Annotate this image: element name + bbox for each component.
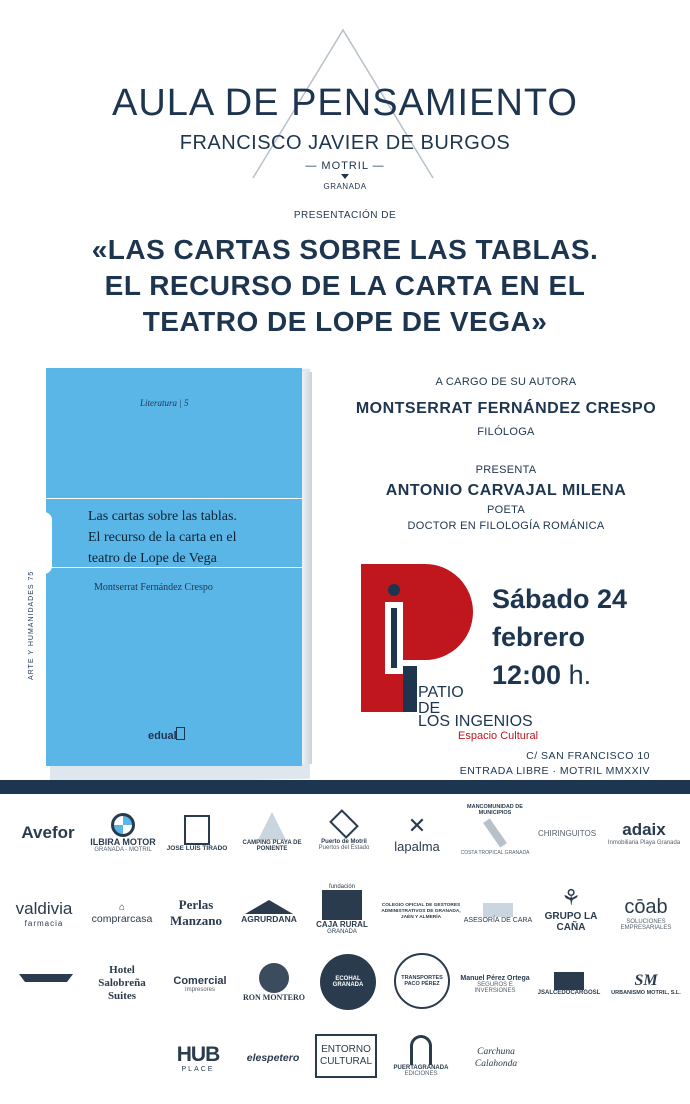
sponsor-logo: Hotel Salobreña Suites [98,963,146,1002]
sponsor-logo: ✕ lapalma [394,812,440,854]
bmw-icon [111,813,135,837]
book-title-line: El recurso de la carta en el [88,530,237,545]
sailboat-icon [258,812,286,840]
sponsor-logo: SM URBANISMO MOTRIL, S.L. [611,972,681,996]
event-day: Sábado 24 [492,584,628,614]
sponsor-logo: ⚘ GRUPO LA CAÑA [544,885,598,933]
presenter-role: POETA [487,504,525,516]
sponsor-logo: ASESORÍA DE CARA [462,888,534,938]
venue-address: C/ SAN FRANCISCO 10 [526,750,650,762]
book-spine-label: ARTE Y HUMANIDADES 75 [28,570,35,680]
house-icon: ⌂ [118,901,126,913]
event-title [0,232,690,340]
header-motril: — MOTRIL — [305,160,385,172]
presentation-intro: PRESENTACIÓN DE [293,210,397,221]
book-author: Montserrat Fernández Crespo [94,582,213,593]
sponsor-logo: CHIRINGUITOS [537,828,597,838]
header-granada: GRANADA [323,182,367,191]
sponsor-logo: JSALCEDOCARGOSL [532,960,606,1008]
arch-icon [410,1035,432,1065]
ecohal-seal: ECOHAL GRANADA [320,954,376,1010]
book-title-line: teatro de Lope de Vega [88,551,217,566]
event-title-line: EL RECURSO DE LA CARTA EN EL [104,270,586,301]
globe-icon: TRANSPORTES PACO PÉREZ [394,953,450,1009]
sponsor-logo: JOSE LUIS TIRADO [158,806,236,860]
sponsor-logo: fundación CAJA RURAL GRANADA [316,883,368,935]
book-title [88,506,237,569]
sponsor-logo: ⌂ comprarcasa [91,901,153,925]
event-time [492,660,591,691]
event-title-line: «LAS CARTAS SOBRE LAS TABLAS. [91,234,599,265]
sponsor-logo: Carchuna Calahonda [474,1047,518,1069]
sponsor-logo [8,960,84,1004]
port-icon [329,809,359,839]
sponsor-logo: Comercial Impresores [173,975,227,993]
sponsor-logo: Avefor [21,823,75,842]
wheat-icon [322,890,362,920]
sponsor-logo [312,950,384,1014]
sponsor-logo: HUB PLACE [176,1042,220,1073]
sponsor-logo: PUERTAGRANADA EDICIONES [386,1026,456,1086]
bird-icon: ✕ [407,812,427,838]
arrow-down-icon [341,174,349,179]
author-role: FILÓLOGA [477,426,535,438]
event-month: febrero [492,622,586,652]
sponsor-logo: cōab SOLUCIONES EMPRESARIALES [620,895,672,931]
crest-icon [259,963,289,993]
sponsor-logo: valdivia farmacia [15,898,73,928]
presenter-name: ANTONIO CARVAJAL MILENA [385,482,627,499]
divider-band [0,780,690,794]
book-icon [176,727,185,740]
author-name: MONTSERRAT FERNÁNDEZ CRESPO [355,400,657,417]
sponsor-logo: CAMPING PLAYA DE PONIENTE [236,804,308,860]
venue-tagline: Espacio Cultural [458,730,539,742]
building-icon [19,974,73,990]
entorno-cultural-box: ENTORNO CULTURAL [315,1034,377,1078]
author-intro: A CARGO DE SU AUTORA [435,376,577,388]
slash-icon [483,818,507,847]
entry-info: ENTRADA LIBRE · MOTRIL MMXXIV [459,765,650,777]
sponsor-logo: COLEGIO OFICIAL DE GESTORES ADMINISTRATIVOS DE GRANADA, JAÉN Y ALMERÍA [381,903,461,920]
venue-name-line3: LOS INGENIOS [418,713,533,730]
roof-icon [245,900,293,914]
sponsor-logo: elespetero [246,1052,300,1064]
presenter-role: DOCTOR EN FILOLOGÍA ROMÁNICA [407,520,605,532]
publisher-logo: edual [148,730,177,742]
event-time-suffix: h. [568,660,592,690]
event-time-value: 12:00 [492,660,562,690]
sponsor-logo: MANCOMUNIDAD DE MUNICIPIOS COSTA TROPICAL GRANADA [460,804,530,856]
sponsor-logo: AGRURDANA [232,884,306,940]
cane-icon: ⚘ [561,885,581,910]
book-notch [38,512,52,574]
event-title-line: TEATRO DE LOPE DE VEGA» [142,306,548,337]
sponsor-logo [312,1030,380,1082]
header-title: AULA DE PENSAMIENTO [112,82,578,124]
venue-name-line2: DE [418,700,441,717]
sponsor-logo [386,948,458,1014]
sponsor-logo: RON MONTERO [238,950,310,1014]
people-icon [483,903,513,917]
sponsor-logo: Puerto de Motril Puertos del Estado [308,806,380,860]
header-subtitle: FRANCISCO JAVIER DE BURGOS [179,132,511,154]
door-icon [184,815,210,845]
presenter-intro: PRESENTA [475,464,537,476]
sponsor-logo: adaix Inmobiliaria Playa Granada [607,820,681,846]
sponsor-logo: Manuel Pérez Ortega SEGUROS E INVERSIONES [460,974,530,994]
book-title-line: Las cartas sobre las tablas. [88,509,237,524]
book-page-edge [302,372,312,764]
venue-name-line1: PATIO [418,684,464,701]
truck-icon [554,972,584,990]
sponsor-logo: Perlas Manzano [170,897,222,928]
book-series: Literatura | 5 [140,398,189,408]
sponsor-logo: ILBIRA MOTOR GRANADA - MOTRIL [88,806,158,860]
